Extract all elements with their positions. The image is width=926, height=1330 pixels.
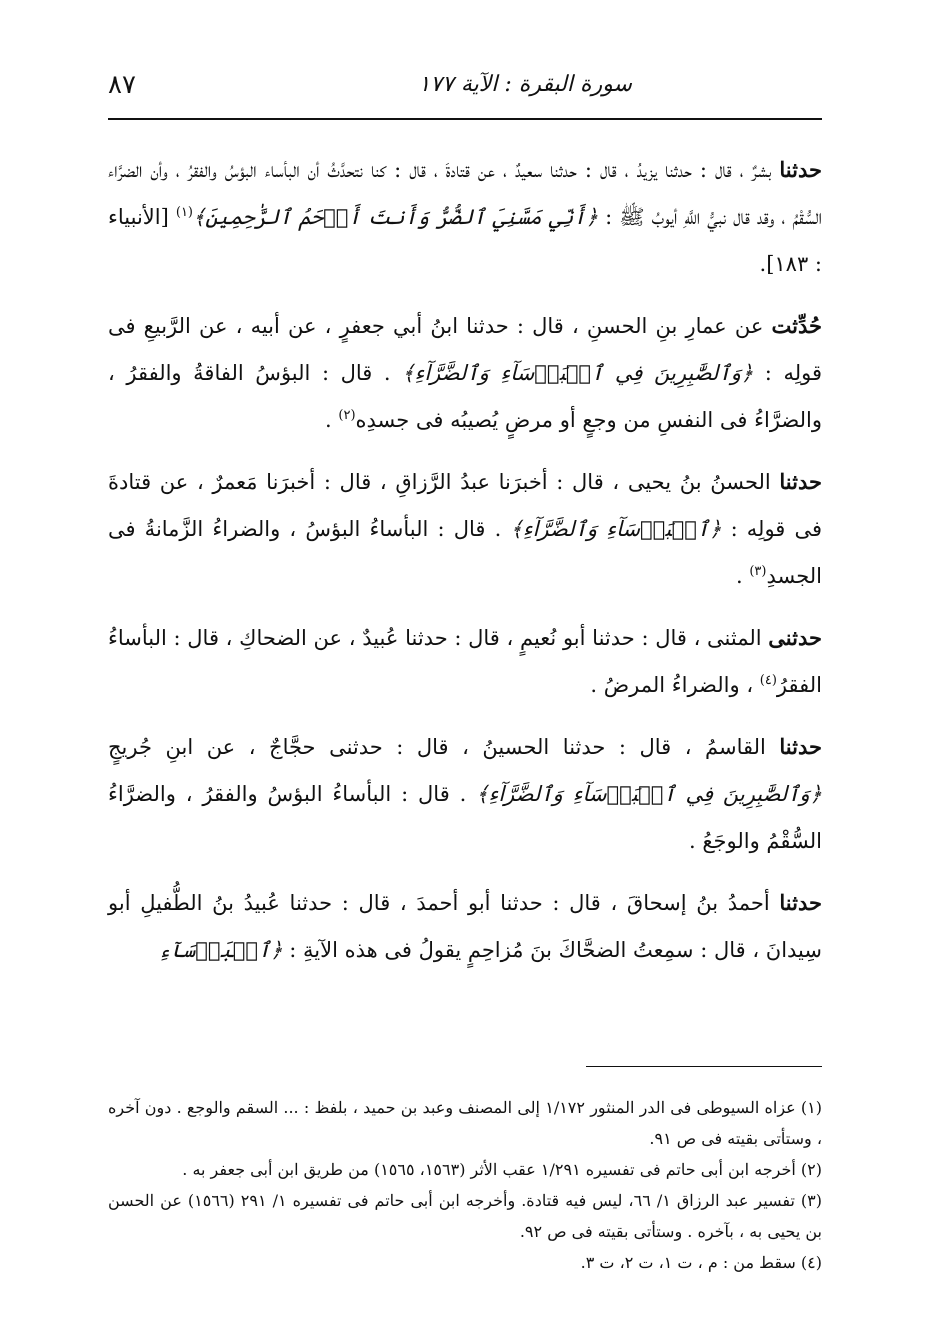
header-rule xyxy=(108,118,822,120)
paragraph-2 xyxy=(108,302,822,444)
paragraph-tail: [الأنبياء : ١٨٣]. xyxy=(108,205,822,276)
paragraph-text: الحسنُ بنُ يحيى ، قال : أخبرَنا عبدُ الرَّزاقِ ، قال : أخبرَنا مَعمرٌ ، عن قتادةَ فى قولِه : xyxy=(108,470,823,541)
footnote-ref: (٤) xyxy=(759,673,777,688)
chain-lead: حدثنا xyxy=(779,734,822,759)
paragraph-text: أحمدُ بنُ إسحاقَ ، قال : حدثنا أبو أحمدَ ، قال : حدثنا عُبيدُ بنُ الطُّفيلِ أبو سِيدانَ ، قال : سمِعتُ الضحَّاكَ بنَ مُزاحِمٍ يقولُ فى هذه الآيةِ : xyxy=(108,891,822,962)
page-number: ٨٧ xyxy=(108,70,136,100)
footnote-ref: (١) xyxy=(175,205,193,220)
paragraph-tail-end: . xyxy=(325,408,339,432)
quran-quote: ﴿ٱلۡبَأۡسَآءِ وَٱلضَّرَّآءِ﴾ xyxy=(510,517,722,541)
footnotes xyxy=(108,1092,822,1278)
paragraph-5 xyxy=(108,723,822,865)
paragraph-text: عن عمارِ بنِ الحسنِ ، قال : حدثنا ابنُ أبي جعفرٍ ، عن أبيه ، عن الرَّبيعِ فى قولِه : xyxy=(108,314,822,385)
paragraph-text: المثنى ، قال : حدثنا أبو نُعيمٍ ، قال : حدثنا عُبيدٌ ، عن الضحاكِ ، قال : البأساءُ الفقرُ xyxy=(108,626,822,697)
paragraph-tail: ، والضراءُ المرضُ . xyxy=(590,673,760,697)
running-title: سورة البقرة : الآية ١٧٧ xyxy=(418,72,632,97)
chain-lead: حدثنا xyxy=(779,157,822,182)
page-header xyxy=(108,58,822,116)
paragraph-1 xyxy=(108,146,822,288)
footnote-rule xyxy=(586,1066,822,1067)
chain-lead: حدثنا xyxy=(779,890,822,915)
footnote-2: (٢) أخرجه ابن أبى حاتم فى تفسيره ١/٢٩١ عقب الأثر (١٥٦٣، ١٥٦٥) من طريق ابن أبى جعفر به . xyxy=(182,1160,822,1179)
footnote-1: (١) عزاه السيوطى فى الدر المنثور ١/١٧٢ إلى المصنف وعبد بن حميد ، بلفظ : ... السقم والوجع . دون آخره ، وستأتى بقيته فى ص ٩١. xyxy=(108,1098,823,1148)
quran-quote: ﴿وَٱلصَّٰبِرِينَ فِي ٱلۡبَأۡسَآءِ وَٱلضَّرَّآءِ﴾ xyxy=(402,361,754,385)
paragraph-4 xyxy=(108,614,822,709)
paragraph-tail: . قال : البأساءُ البؤسُ ، والضراءُ الزَّمانةُ فى الجسدِ xyxy=(108,517,822,588)
paragraph-text: القاسمُ ، قال : حدثنا الحسينُ ، قال : حدثنى حجَّاجٌ ، عن ابنِ جُريجٍ xyxy=(108,735,780,759)
footnote-4: (٤) سقط من : م ، ت ١، ت ٢، ت ٣. xyxy=(580,1253,822,1272)
footnote-3: (٣) تفسير عبد الرزاق ١/ ٦٦، ليس فيه قتادة. وأخرجه ابن أبى حاتم فى تفسيره ١/ ٢٩١ (١٥٦٦) عن الحسن بن يحيى به ، بآخره . وستأتى بقيته فى ص ٩٢. xyxy=(108,1191,823,1241)
chain-lead: حدثنا xyxy=(779,469,822,494)
paragraph-tail: . قال : البأساءُ البؤسُ والفقرُ ، والضرَّاءُ السُّقْمُ والوجَعُ . xyxy=(108,782,822,853)
paragraph-text: بشرٌ ، قال : حدثنا يزيدُ ، قال : حدثنا سعيدٌ ، عن قتادةَ ، قال : كنا نتحدَّثُ أن البأساء البؤسُ والفقرُ ، وأن الضرَّاء السُّقْمُ ، وقد قال نبيُّ اللَّهِ أيوبُ ﷺ : xyxy=(108,158,822,229)
paragraph-tail-end: . xyxy=(735,564,750,588)
paragraph-tail: . قال : البؤسُ الفاقةُ والفقرُ ، والضرَّاءُ فى النفسِ من وجعٍ أو مرضٍ يُصيبُه فى جسدِه xyxy=(108,361,822,432)
main-text xyxy=(108,146,822,988)
footnote-ref: (٣) xyxy=(749,564,767,579)
footnote-ref: (٢) xyxy=(338,408,356,423)
paragraph-3 xyxy=(108,458,822,600)
chain-lead: حُدِّثت xyxy=(771,313,822,338)
quran-quote: ﴿ٱلۡبَأۡسَآءِ xyxy=(158,938,283,962)
chain-lead: حدثنى xyxy=(768,625,822,650)
quran-quote: ﴿أَنِّي مَسَّنِيَ ٱلضُّرُّ وَأَنتَ أَرۡحَمُ ٱلرَّٰحِمِينَ﴾ xyxy=(193,205,599,229)
quran-quote: ﴿وَٱلصَّٰبِرِينَ فِي ٱلۡبَأۡسَآءِ وَٱلضَّرَّآءِ﴾ xyxy=(476,782,822,806)
paragraph-6 xyxy=(108,879,822,974)
